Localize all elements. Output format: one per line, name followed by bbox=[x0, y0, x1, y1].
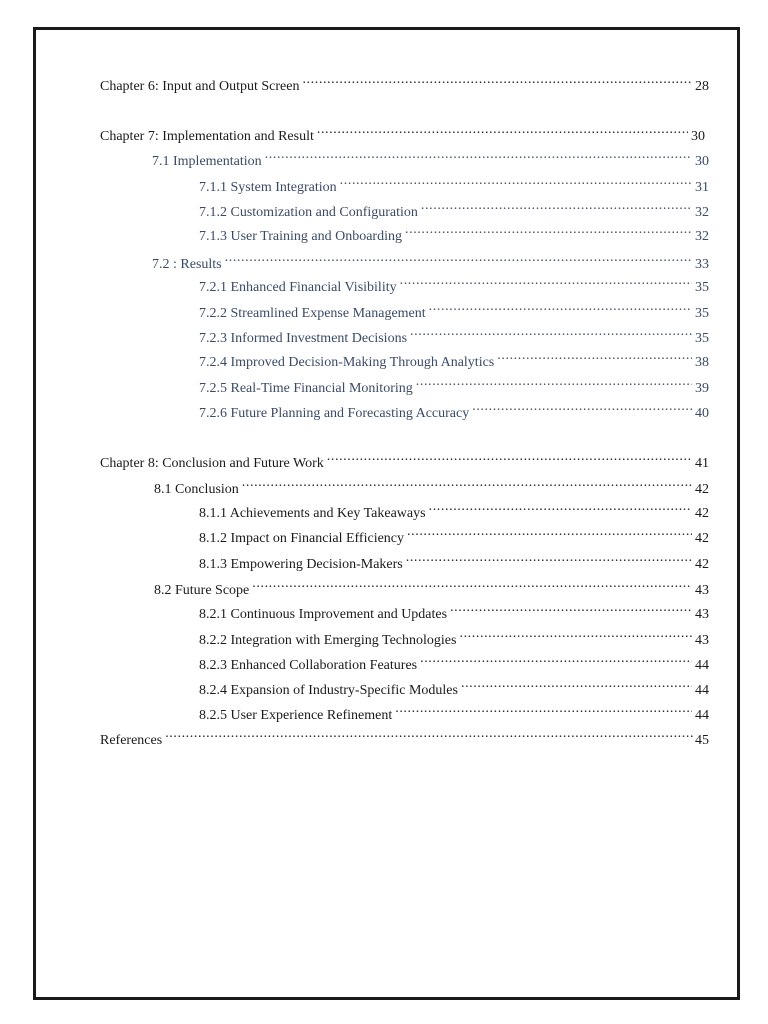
toc-leader-dots bbox=[429, 499, 692, 517]
toc-leader-dots bbox=[472, 399, 692, 417]
toc-entry-page: 35 bbox=[695, 306, 709, 321]
toc-entry-chapter-8[interactable] bbox=[100, 449, 709, 473]
toc-entry-page: 45 bbox=[695, 733, 709, 748]
toc-leader-dots bbox=[327, 449, 692, 467]
toc-entry-title: 7.2.4 Improved Decision-Making Through Analytics bbox=[199, 355, 495, 370]
toc-leader-dots bbox=[225, 250, 692, 268]
toc-entry-8-2-2[interactable] bbox=[199, 626, 709, 650]
toc-entry-7-1-3[interactable] bbox=[199, 222, 709, 246]
toc-leader-dots bbox=[405, 222, 692, 240]
toc-leader-dots bbox=[265, 147, 692, 165]
toc-entry-7-2-2[interactable] bbox=[199, 299, 709, 323]
toc-leader-dots bbox=[497, 348, 692, 366]
toc-entry-7-1-1[interactable] bbox=[199, 173, 709, 197]
toc-entry-title: 7.2.2 Streamlined Expense Management bbox=[199, 306, 426, 321]
toc-entry-title: 8.2.5 User Experience Refinement bbox=[199, 708, 393, 723]
toc-entry-chapter-7[interactable] bbox=[100, 122, 705, 146]
toc-entry-page: 44 bbox=[695, 658, 709, 673]
toc-entry-title: References bbox=[100, 733, 163, 748]
toc-entry-8-2-1[interactable] bbox=[199, 600, 709, 624]
toc-entry-page: 31 bbox=[695, 180, 709, 195]
toc-entry-title: 8.1.2 Impact on Financial Efficiency bbox=[199, 531, 405, 546]
toc-entry-page: 28 bbox=[695, 79, 709, 94]
toc-entry-page: 44 bbox=[695, 683, 709, 698]
toc-entry-page: 30 bbox=[695, 154, 709, 169]
toc-entry-page: 39 bbox=[695, 381, 709, 396]
toc-entry-title: 8.2.1 Continuous Improvement and Updates bbox=[199, 607, 448, 622]
toc-entry-title: 8.1 Conclusion bbox=[154, 482, 239, 497]
toc-leader-dots bbox=[459, 626, 692, 644]
toc-entry-title: 7.2 : Results bbox=[152, 257, 222, 272]
toc-entry-title: 7.1.1 System Integration bbox=[199, 180, 337, 195]
toc-entry-page: 32 bbox=[695, 229, 709, 244]
toc-entry-8-2-5[interactable] bbox=[199, 701, 709, 725]
toc-leader-dots bbox=[406, 550, 692, 568]
toc-entry-page: 33 bbox=[695, 257, 709, 272]
toc-entry-page: 43 bbox=[695, 607, 709, 622]
toc-entry-page: 42 bbox=[695, 557, 709, 572]
toc-leader-dots bbox=[429, 299, 692, 317]
toc-entry-7-2-3[interactable] bbox=[199, 324, 709, 348]
toc-leader-dots bbox=[420, 651, 692, 669]
toc-entry-references[interactable] bbox=[100, 726, 709, 750]
toc-leader-dots bbox=[302, 72, 692, 90]
toc-entry-title: 7.2.3 Informed Investment Decisions bbox=[199, 331, 408, 346]
toc-entry-title: 8.2.2 Integration with Emerging Technologies bbox=[199, 633, 457, 648]
toc-entry-page: 43 bbox=[695, 633, 709, 648]
toc-entry-8-2-3[interactable] bbox=[199, 651, 709, 675]
toc-entry-page: 42 bbox=[695, 482, 709, 497]
toc-leader-dots bbox=[165, 726, 694, 744]
toc-entry-title: 7.2.6 Future Planning and Forecasting Accuracy bbox=[199, 406, 470, 421]
toc-entry-7-2-6[interactable] bbox=[199, 399, 709, 423]
toc-leader-dots bbox=[242, 475, 692, 493]
toc-entry-title: 7.1.2 Customization and Configuration bbox=[199, 205, 418, 220]
toc-entry-page: 42 bbox=[695, 531, 709, 546]
toc-entry-7-2[interactable] bbox=[152, 250, 709, 274]
toc-entry-page: 43 bbox=[695, 583, 709, 598]
toc-entry-7-1-2[interactable] bbox=[199, 198, 709, 222]
toc-entry-title: Chapter 8: Conclusion and Future Work bbox=[100, 456, 324, 471]
toc-entry-page: 30 bbox=[691, 129, 705, 144]
toc-leader-dots bbox=[317, 122, 688, 140]
toc-entry-title: 7.2.1 Enhanced Financial Visibility bbox=[199, 280, 397, 295]
toc-entry-page: 32 bbox=[695, 205, 709, 220]
toc-leader-dots bbox=[450, 600, 692, 618]
toc-leader-dots bbox=[416, 374, 692, 392]
toc-leader-dots bbox=[461, 676, 692, 694]
toc-leader-dots bbox=[252, 576, 692, 594]
toc-entry-title: 7.2.5 Real-Time Financial Monitoring bbox=[199, 381, 413, 396]
toc-entry-8-2-4[interactable] bbox=[199, 676, 709, 700]
toc-leader-dots bbox=[421, 198, 692, 216]
toc-entry-title: 8.2 Future Scope bbox=[154, 583, 250, 598]
toc-leader-dots bbox=[395, 701, 692, 719]
toc-entry-8-1-2[interactable] bbox=[199, 524, 709, 548]
toc-entry-title: 7.1.3 User Training and Onboarding bbox=[199, 229, 402, 244]
toc-entry-8-1[interactable] bbox=[154, 475, 709, 499]
toc-leader-dots bbox=[410, 324, 692, 342]
toc-entry-page: 40 bbox=[695, 406, 709, 421]
toc-entry-7-1[interactable] bbox=[152, 147, 709, 171]
toc-entry-page: 41 bbox=[695, 456, 709, 471]
toc-entry-page: 42 bbox=[695, 506, 709, 521]
toc-entry-8-1-1[interactable] bbox=[199, 499, 709, 523]
toc-entry-7-2-5[interactable] bbox=[199, 374, 709, 398]
toc-entry-8-2[interactable] bbox=[154, 576, 709, 600]
toc-entry-title: 8.1.3 Empowering Decision-Makers bbox=[199, 557, 403, 572]
toc-leader-dots bbox=[340, 173, 692, 191]
toc-entry-title: 8.2.3 Enhanced Collaboration Features bbox=[199, 658, 418, 673]
toc-entry-title: 8.2.4 Expansion of Industry-Specific Modules bbox=[199, 683, 458, 698]
toc-entry-title: Chapter 7: Implementation and Result bbox=[100, 129, 314, 144]
toc-entry-title: 8.1.1 Achievements and Key Takeaways bbox=[199, 506, 426, 521]
toc-entry-7-2-4[interactable] bbox=[199, 348, 709, 372]
toc-entry-chapter-6[interactable] bbox=[100, 72, 709, 96]
toc-entry-7-2-1[interactable] bbox=[199, 273, 709, 297]
toc-entry-title: 7.1 Implementation bbox=[152, 154, 262, 169]
toc-entry-page: 44 bbox=[695, 708, 709, 723]
toc-entry-page: 35 bbox=[695, 280, 709, 295]
toc-leader-dots bbox=[400, 273, 692, 291]
toc-entry-title: Chapter 6: Input and Output Screen bbox=[100, 79, 300, 94]
toc-entry-page: 35 bbox=[695, 331, 709, 346]
toc-entry-page: 38 bbox=[695, 355, 709, 370]
toc-leader-dots bbox=[407, 524, 692, 542]
toc-entry-8-1-3[interactable] bbox=[199, 550, 709, 574]
